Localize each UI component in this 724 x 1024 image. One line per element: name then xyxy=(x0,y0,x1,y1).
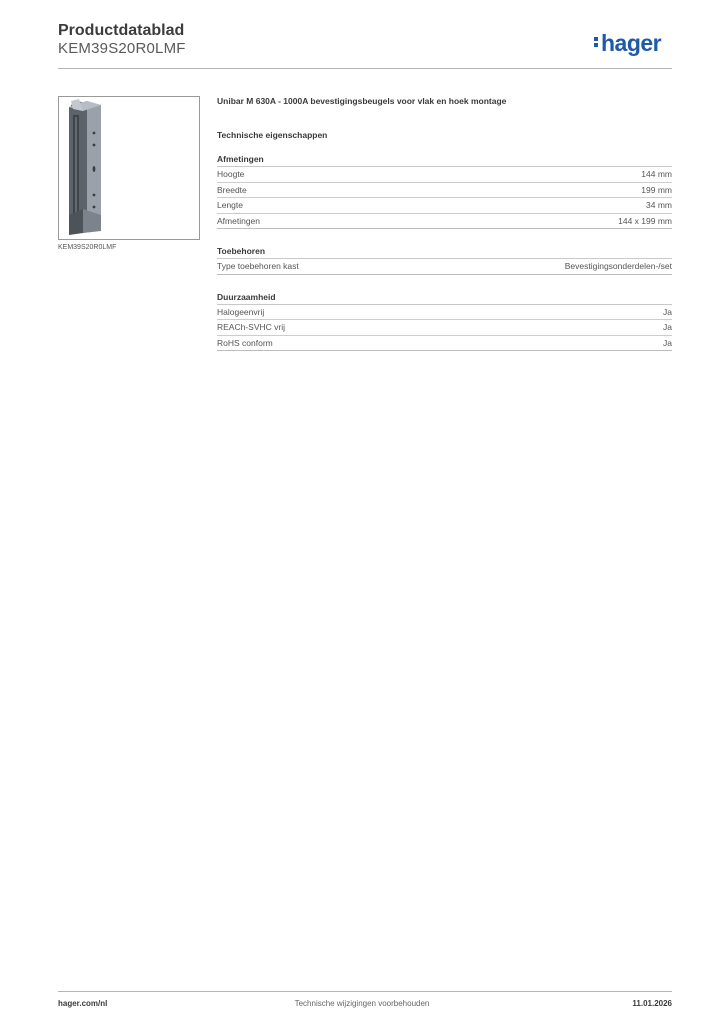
spec-label: Type toebehoren kast xyxy=(217,261,299,271)
section-sustainability xyxy=(217,292,672,352)
footer-date: 11.01.2026 xyxy=(632,999,672,1008)
section-title: Duurzaamheid xyxy=(217,292,672,305)
logo-text: hager xyxy=(601,30,662,56)
spec-label: Hoogte xyxy=(217,169,245,179)
mounting-bracket-illustration xyxy=(59,97,199,239)
spec-value: Ja xyxy=(663,337,672,348)
product-code: KEM39S20R0LMF xyxy=(58,40,186,57)
spec-value: 144 x 199 mm xyxy=(618,215,672,226)
spec-row xyxy=(217,167,672,183)
footer-notice: Technische wijzigingen voorbehouden xyxy=(294,999,430,1008)
spec-row xyxy=(217,214,672,230)
spec-label: Lengte xyxy=(217,200,243,210)
product-image xyxy=(58,96,200,240)
spec-row xyxy=(217,183,672,199)
spec-value: Ja xyxy=(663,306,672,317)
page-title: Productdatablad xyxy=(58,22,185,39)
spec-label: REACh-SVHC vrij xyxy=(217,322,286,332)
section-dimensions xyxy=(217,154,672,229)
spec-row xyxy=(217,336,672,352)
section-title: Toebehoren xyxy=(217,246,672,259)
spec-value: 199 mm xyxy=(641,184,672,195)
footer-divider xyxy=(58,991,672,992)
spec-value: Ja xyxy=(663,322,672,332)
spec-row xyxy=(217,305,672,321)
spec-value: 34 mm xyxy=(646,200,672,210)
spec-label: Afmetingen xyxy=(217,215,260,226)
spec-row xyxy=(217,259,672,275)
spec-value: Bevestigingsonderdelen-/set xyxy=(564,261,672,271)
hager-logo xyxy=(594,30,661,57)
header-divider xyxy=(58,68,672,69)
spec-label: Breedte xyxy=(217,184,247,195)
section-accessories xyxy=(217,246,672,275)
spec-row xyxy=(217,320,672,336)
tech-properties-heading: Technische eigenschappen xyxy=(217,130,328,140)
spec-value: 144 mm xyxy=(641,169,672,179)
image-caption: KEM39S20R0LMF xyxy=(58,244,117,251)
section-title: Afmetingen xyxy=(217,154,672,167)
product-description: Unibar M 630A - 1000A bevestigingsbeugels voor vlak en hoek montage xyxy=(217,96,507,106)
spec-row xyxy=(217,198,672,214)
logo-dots-icon xyxy=(594,35,598,49)
footer-website-link[interactable]: hager.com/nl xyxy=(58,999,108,1008)
spec-content xyxy=(217,96,672,351)
spec-label: Halogeenvrij xyxy=(217,306,265,317)
spec-label: RoHS conform xyxy=(217,337,273,348)
